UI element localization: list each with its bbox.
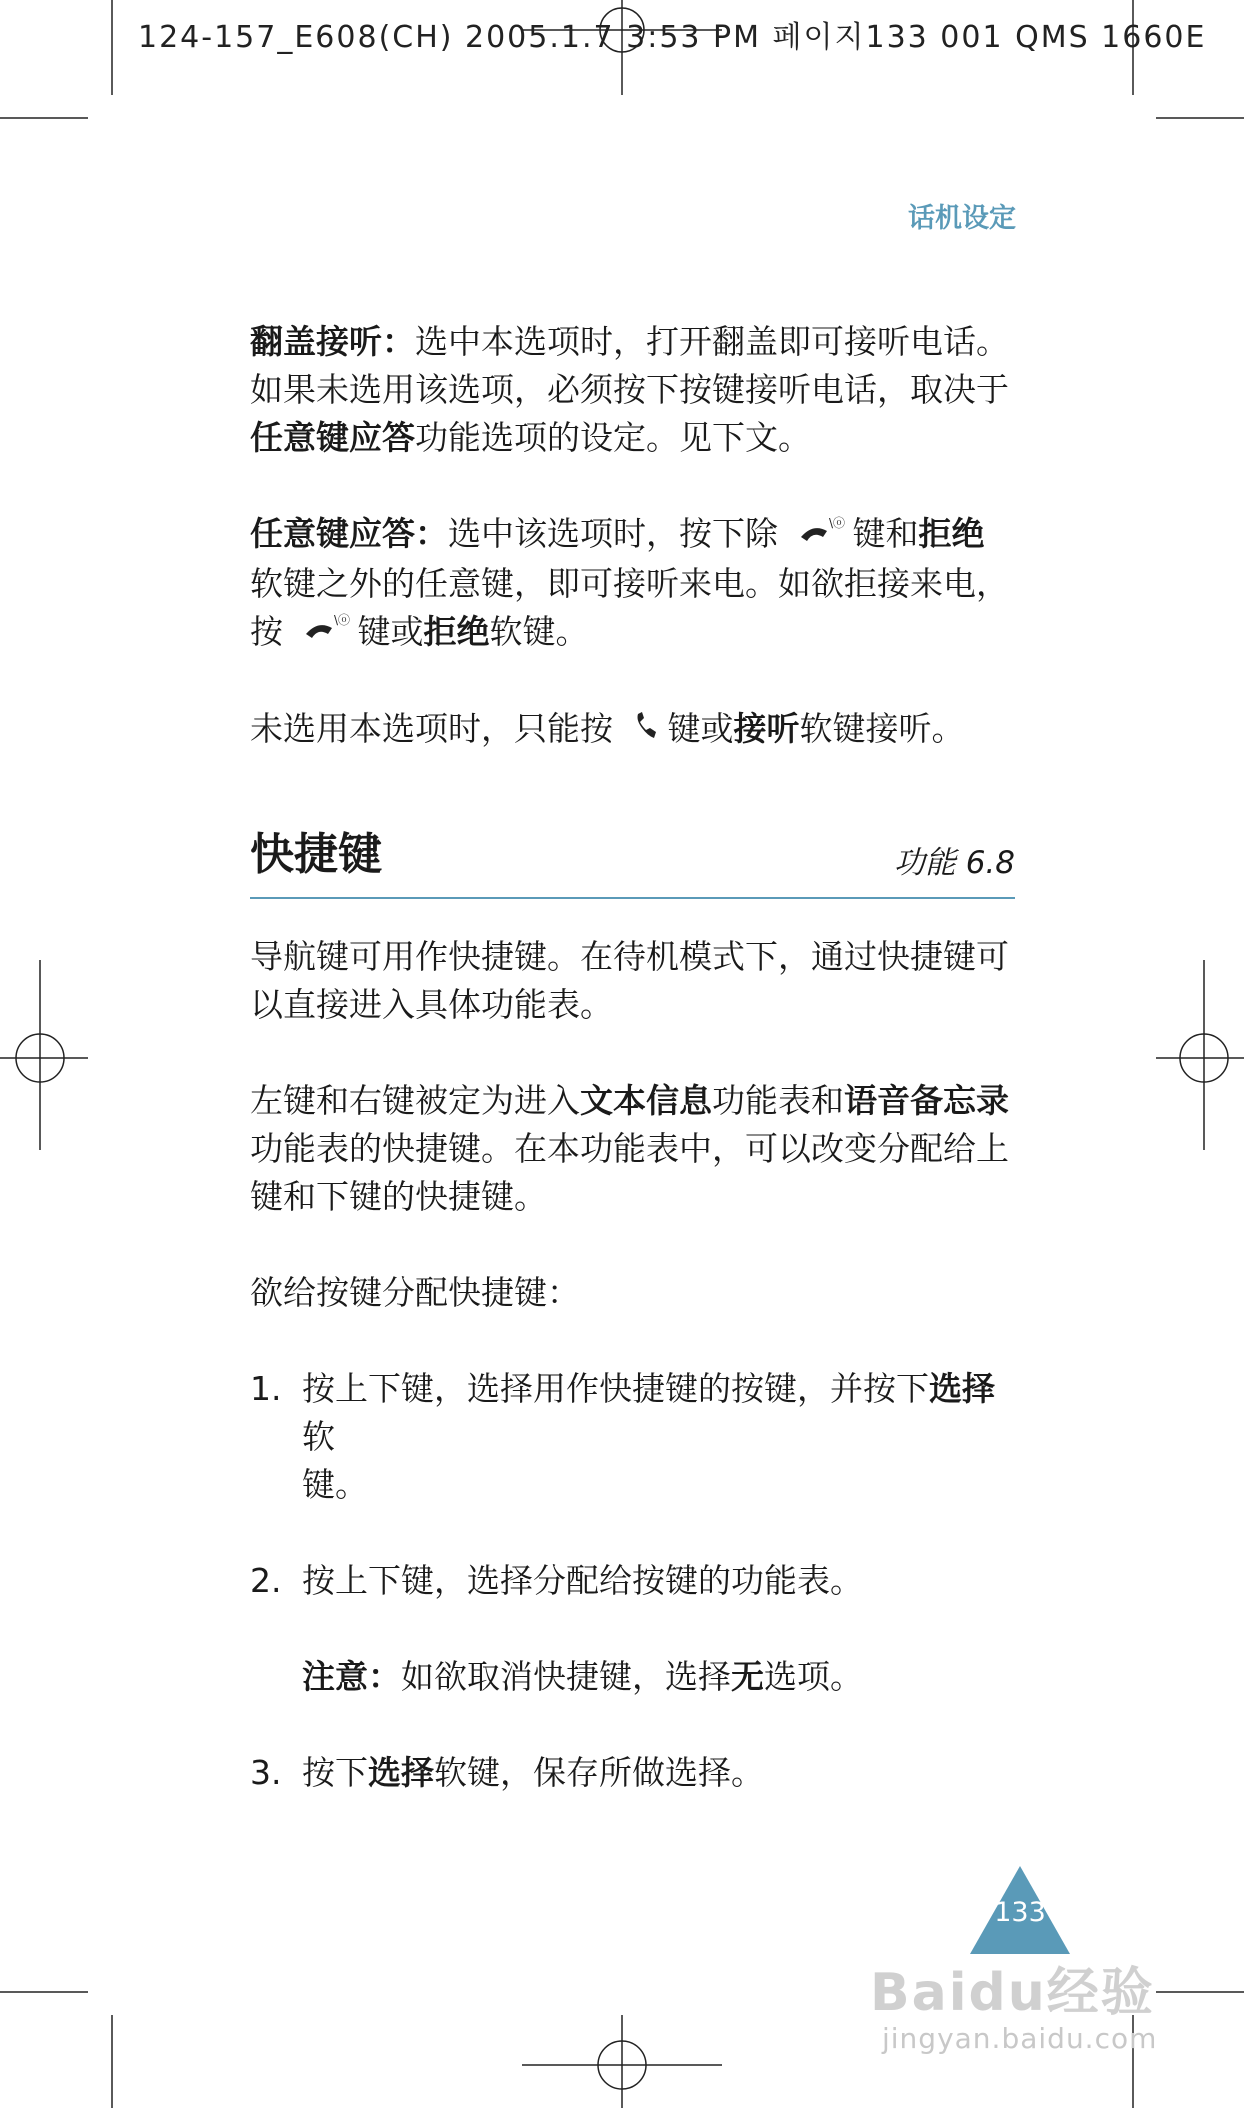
step3-tail: 软键，保存所做选择。	[434, 1752, 764, 1792]
note-term: 注意：	[302, 1656, 401, 1696]
assign-intro: 欲给按键分配快捷键：	[250, 1272, 580, 1312]
page-content	[250, 318, 1020, 1797]
step1-tail: 软	[302, 1416, 335, 1456]
left-right-text2: 功能表和	[712, 1080, 844, 1120]
any-key-term: 任意键应答：	[250, 514, 448, 553]
print-header: 124-157_E608(CH) 2005.1.7 3:53 PM 페이지133 001 QMS 1660E	[138, 20, 1207, 55]
any-key-text1: 选中该选项时，按下除	[448, 514, 778, 553]
step2-text: 按上下键，选择分配给按键的功能表。	[302, 1560, 863, 1600]
left-right-bold1: 文本信息	[580, 1080, 712, 1120]
not-selected-text2: 键或	[667, 709, 734, 748]
any-key-softkey: 软键。	[489, 611, 589, 651]
step-body	[302, 1365, 1020, 1509]
note-bold: 无	[731, 1656, 764, 1696]
note	[250, 1653, 1020, 1701]
step-body	[302, 1749, 1020, 1797]
section-label: 话机设定	[908, 203, 1016, 234]
step-number: 2.	[250, 1560, 282, 1600]
list-item	[250, 1365, 1020, 1509]
flip-answer-line2: 如果未选用该选项，必须按下按键接听电话，取决于	[250, 370, 1009, 409]
intro-paragraph	[250, 933, 1020, 1029]
step1-text: 按上下键，选择用作快捷键的按键，并按下	[302, 1368, 929, 1408]
left-right-line3: 键和下键的快捷键。	[250, 1176, 547, 1216]
any-key-press: 按	[250, 611, 283, 651]
not-selected-text1: 未选用本选项时，只能按	[250, 709, 613, 748]
not-selected-text3: 软键接听。	[799, 709, 965, 748]
list-item	[250, 1557, 1020, 1605]
any-key-reject: 拒绝	[918, 514, 985, 553]
any-key-or: 键或	[357, 611, 424, 651]
any-key-line2: 软键之外的任意键，即可接听来电。如欲拒接来电，	[250, 563, 1009, 603]
intro-line1: 导航键可用作快捷键。在待机模式下，通过快捷键可	[250, 936, 1009, 976]
list-item	[250, 1749, 1020, 1797]
send-call-key-icon	[632, 707, 660, 755]
shortcut-heading: 快捷键	[250, 828, 382, 880]
any-key-paragraph	[250, 510, 1020, 657]
left-right-line2: 功能表的快捷键。在本功能表中，可以改变分配给上	[250, 1128, 1009, 1168]
step1-line2: 键。	[302, 1464, 368, 1504]
any-key-reject2: 拒绝	[423, 611, 490, 651]
left-right-text1: 左键和右键被定为进入	[250, 1080, 580, 1120]
intro-line2: 以直接进入具体功能表。	[250, 984, 613, 1024]
note-text: 如欲取消快捷键，选择	[401, 1656, 731, 1696]
svg-text:\ⓞ: \ⓞ	[828, 515, 845, 530]
step-number: 3.	[250, 1752, 282, 1792]
any-key-text2: 键和	[852, 514, 919, 553]
note-tail: 选项。	[764, 1656, 863, 1696]
step3-bold: 选择	[368, 1752, 434, 1792]
not-selected-accept: 接听	[733, 709, 800, 748]
function-reference: 功能 6.8	[893, 844, 1015, 881]
shortcut-heading-row	[250, 827, 1015, 899]
flip-answer-ref-term: 任意键应答	[250, 418, 415, 457]
flip-answer-paragraph	[250, 318, 1020, 462]
step3-text: 按下	[302, 1752, 368, 1792]
svg-text:\ⓞ: \ⓞ	[333, 613, 350, 627]
step-number: 1.	[250, 1368, 282, 1408]
step1-bold: 选择	[929, 1368, 995, 1408]
end-call-key-icon	[797, 512, 845, 560]
left-right-paragraph	[250, 1077, 1020, 1221]
flip-answer-line3: 功能选项的设定。见下文。	[415, 418, 811, 457]
watermark-url: jingyan.baidu.com	[882, 2022, 1158, 2055]
watermark-brand: Baidu经验	[870, 1963, 1155, 2023]
not-selected-paragraph	[250, 705, 1020, 755]
flip-answer-term: 翻盖接听：	[250, 322, 415, 361]
flip-answer-line1: 选中本选项时，打开翻盖即可接听电话。	[415, 322, 1009, 361]
page-number: 133	[994, 1897, 1046, 1928]
end-call-key-icon	[302, 609, 350, 657]
left-right-bold2: 语音备忘录	[844, 1080, 1009, 1120]
